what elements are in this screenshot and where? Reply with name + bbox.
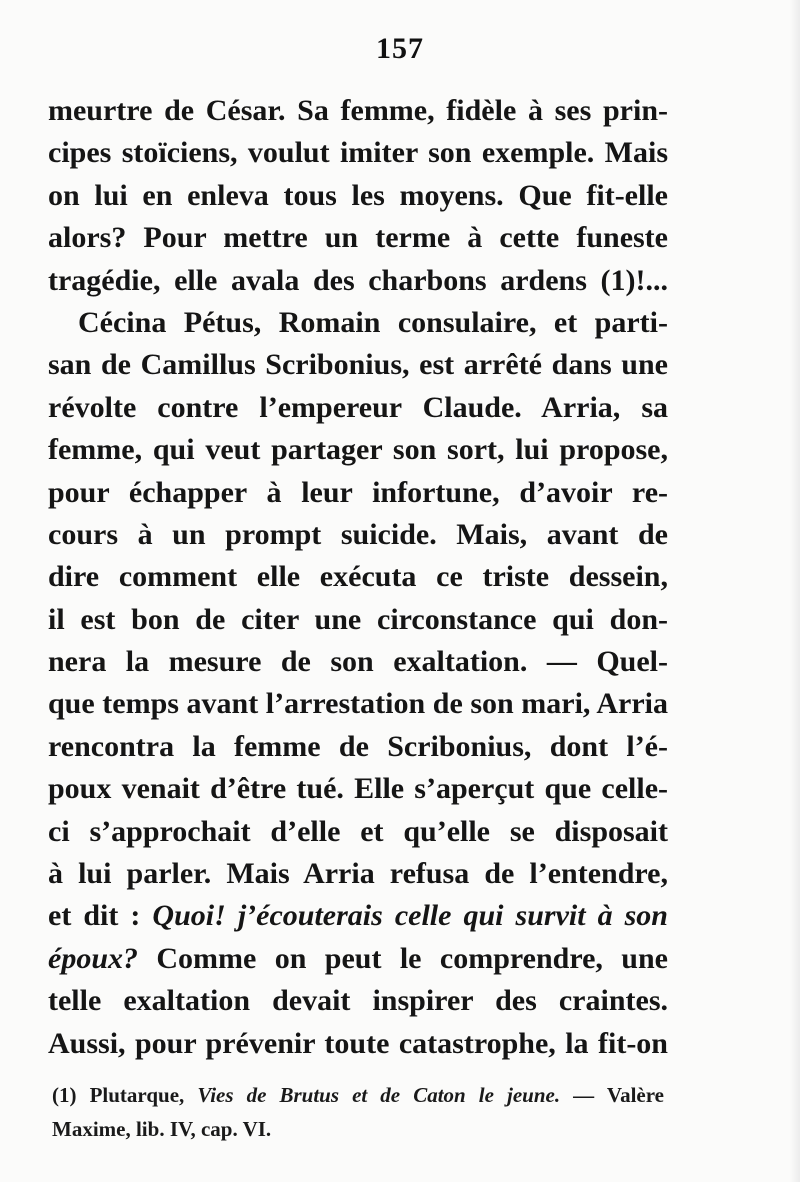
text-line-20	[48, 895, 668, 937]
text-line-17: poux venait d’être tué. Elle s’aperçut que celle-	[48, 772, 668, 806]
text-line-21	[48, 938, 668, 980]
text-line-1: meurtre de César. Sa femme, fidèle à ses prin-	[48, 94, 668, 127]
footnote-line-1	[52, 1078, 664, 1112]
footnote-author: Plutarque,	[76, 1083, 198, 1107]
text-line-4: alors? Pour mettre un terme à cette funeste	[48, 221, 668, 255]
text-line-12: dire comment elle exécuta ce triste dessein,	[48, 560, 668, 594]
text-line-2: cipes stoïciens, voulut imiter son exemple. Mais	[48, 136, 668, 170]
text-line-3: on lui en enleva tous les moyens. Que fit-elle	[48, 178, 668, 212]
text-line-20-prefix: et dit :	[48, 899, 153, 933]
text-line-15: que temps avant l’arrestation de son mari, Arria	[48, 687, 668, 721]
text-line-5: tragédie, elle avala des charbons ardens (1)!...	[48, 263, 668, 297]
text-line-14: nera la mesure de son exaltation. — Quel-	[48, 645, 668, 679]
text-line-6: Cécina Pétus, Romain consulaire, et parti-	[78, 305, 668, 339]
page-number: 157	[376, 32, 424, 65]
footnote-marker: (1)	[52, 1083, 77, 1107]
text-line-8: révolte contre l’empereur Claude. Arria, sa	[48, 390, 668, 424]
footnote-line-2: Maxime, lib. IV, cap. VI.	[52, 1117, 272, 1141]
footnote-title: Vies de Brutus et de Caton le jeune.	[197, 1083, 561, 1107]
text-line-21-rest: Comme on peut le comprendre, une	[138, 941, 668, 975]
text-line-13: il est bon de citer une circonstance qui don-	[48, 602, 668, 636]
page-edge	[790, 0, 800, 1182]
text-line-9: femme, qui veut partager son sort, lui propose,	[48, 433, 668, 467]
footnote-rest: — Valère	[560, 1083, 665, 1107]
text-line-22: telle exaltation devait inspirer des craintes.	[48, 984, 668, 1018]
text-line-11: cours à un prompt suicide. Mais, avant de	[48, 517, 668, 551]
quote-italic: Quoi! j’écouterais celle qui survit à son	[152, 899, 668, 933]
text-line-23: Aussi, pour prévenir toute catastrophe, la fit-on	[48, 1026, 668, 1060]
text-line-10: pour échapper à leur infortune, d’avoir re-	[48, 475, 668, 509]
text-line-19: à lui parler. Mais Arria refusa de l’entendre,	[48, 857, 668, 891]
text-line-18: ci s’approchait d’elle et qu’elle se disposait	[48, 814, 668, 848]
footnotes	[52, 1078, 664, 1146]
text-line-16: rencontra la femme de Scribonius, dont l’é-	[48, 729, 668, 763]
body-text	[48, 90, 668, 1065]
quote-italic-end: époux?	[48, 941, 138, 975]
text-line-7: san de Camillus Scribonius, est arrêté dans une	[48, 348, 668, 382]
